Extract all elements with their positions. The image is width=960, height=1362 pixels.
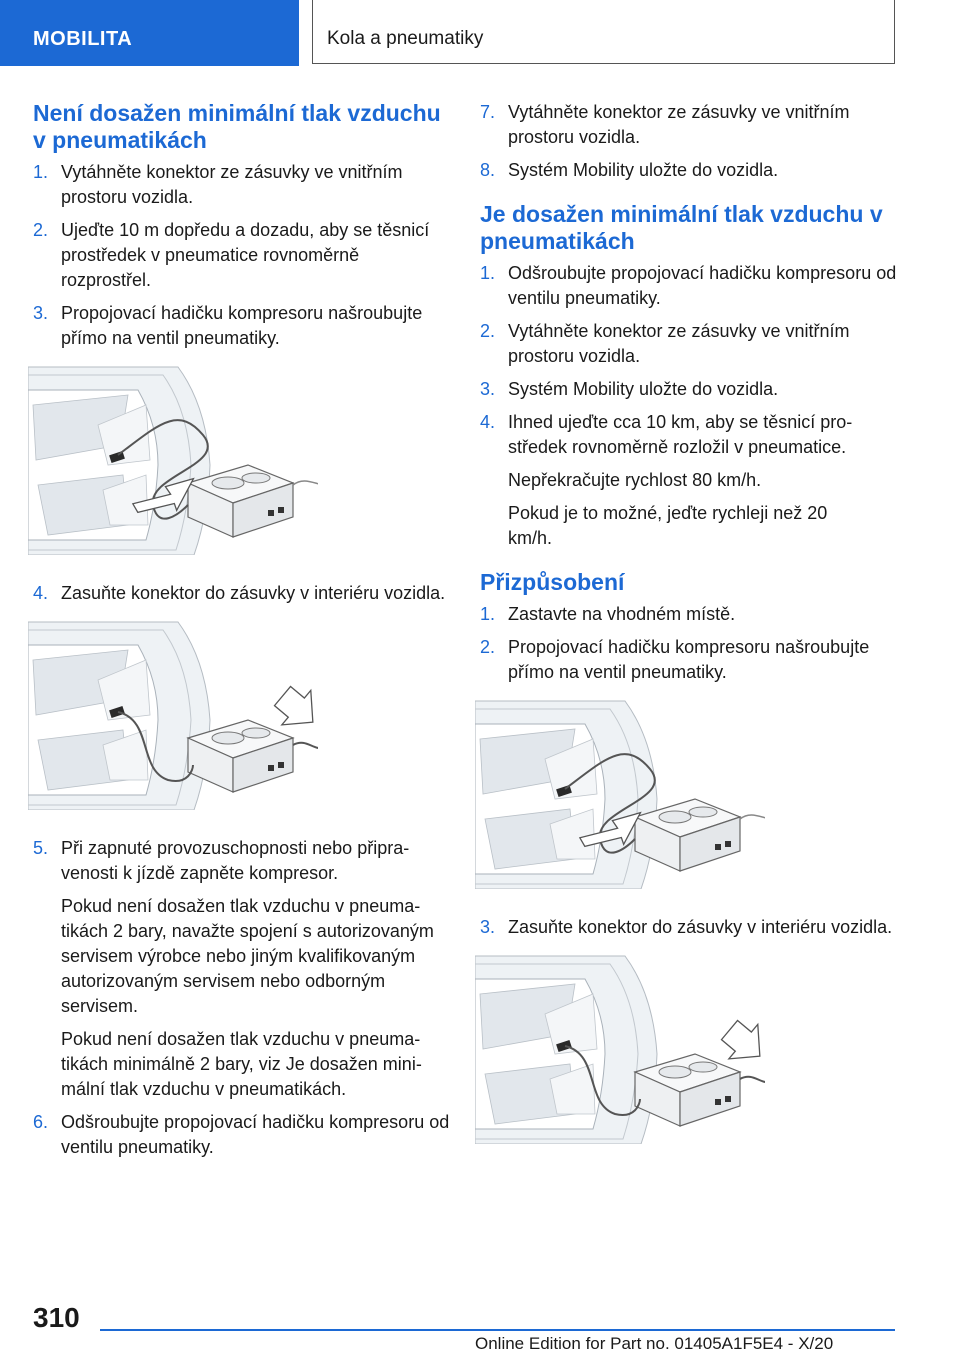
left-step-4 xyxy=(33,581,450,606)
illustration-connector-socket xyxy=(28,620,450,810)
step-text: Odšroubujte propojovací hadičku kompresoru od ventilu pneumatiky. xyxy=(508,263,897,308)
note-paragraph: Pokud není dosažen tlak vzduchu v pneumatikách minimálně 2 bary, viz Je dosažen minimální tlak vzduchu v pneumatikách. xyxy=(61,1029,422,1099)
step-text: Propojovací hadičku kompresoru našroubujte přímo na ventil pneumatiky. xyxy=(508,637,870,682)
step-text: Ihned ujeďte cca 10 km, aby se těsnicí prostředek rovnoměrně rozložil v pneumatice. xyxy=(508,412,853,457)
left-step-5 xyxy=(33,836,450,886)
illustration-connector-socket-2 xyxy=(475,954,900,1144)
reached-step-1 xyxy=(480,261,900,311)
step-text: Při zapnuté provozuschopnosti nebo připravenosti k jízdě zapněte kompresor. xyxy=(61,838,410,883)
left-step-1 xyxy=(33,160,450,210)
step-text: Systém Mobility uložte do vozidla. xyxy=(508,379,779,399)
step-text: Propojovací hadičku kompresoru našroubujte přímo na ventil pneumatiky. xyxy=(61,303,423,348)
adjust-step-1 xyxy=(480,602,900,627)
note-paragraph: Pokud není dosažen tlak vzduchu v pneumatikách 2 bary, navažte spojení s autorizovaným servisem výrobce nebo jiným kvalifikovaným autorizovaným servisem nebo odborným servisem. xyxy=(61,896,434,1016)
step-number: 5. xyxy=(33,838,49,858)
reached-step-3 xyxy=(480,377,900,402)
step-number: 1. xyxy=(33,162,49,182)
step-number: 3. xyxy=(480,917,496,937)
step-text: Vytáhněte konektor ze zásuvky ve vnitřním prostoru vozidla. xyxy=(508,102,850,147)
footer-divider xyxy=(100,1329,895,1331)
page-number: 310 xyxy=(33,1302,80,1333)
illustration-hose-on-valve-2 xyxy=(475,699,900,889)
note-paragraph: Pokud je to možné, jeďte rychleji než 20 km/h. xyxy=(508,503,828,548)
step-text: Vytáhněte konektor ze zásuvky ve vnitřním prostoru vozidla. xyxy=(508,321,850,366)
left-column xyxy=(33,100,450,1168)
reached-step-4 xyxy=(480,410,900,460)
left-step-6 xyxy=(33,1110,450,1160)
footer-edition: Online Edition for Part no. 01405A1F5E4 - X/20 xyxy=(475,1334,834,1353)
step-text: Ujeďte 10 m dopředu a dozadu, aby se těsnicí prostředek v pneumatice rovnoměrně rozprostřel. xyxy=(61,220,430,290)
step-number: 3. xyxy=(33,303,49,323)
step-text: Odšroubujte propojovací hadičku kompresoru od ventilu pneumatiky. xyxy=(61,1112,450,1157)
step-text: Zasuňte konektor do zásuvky v interiéru vozidla. xyxy=(61,583,446,603)
step-number: 1. xyxy=(480,263,496,283)
step-number: 6. xyxy=(33,1112,49,1132)
step-number: 3. xyxy=(480,379,496,399)
right-step-7 xyxy=(480,100,900,150)
step-text: Vytáhněte konektor ze zásuvky ve vnitřním prostoru vozidla. xyxy=(61,162,403,207)
reached-step-2 xyxy=(480,319,900,369)
note-paragraph: Nepřekračujte rychlost 80 km/h. xyxy=(508,470,762,490)
step-number: 2. xyxy=(480,637,496,657)
step-number: 7. xyxy=(480,102,496,122)
step-number: 2. xyxy=(480,321,496,341)
heading-adjustment: Přizpůsobení xyxy=(480,569,625,595)
heading-pressure-reached: Je dosažen minimální tlak vzduchu v pneumatikách xyxy=(480,201,883,254)
step-number: 4. xyxy=(33,583,49,603)
step-text: Systém Mobility uložte do vozidla. xyxy=(508,160,779,180)
adjust-step-3 xyxy=(480,915,900,940)
illustration-hose-on-valve xyxy=(28,365,450,555)
right-step-8 xyxy=(480,158,900,183)
step-text: Zastavte na vhodném místě. xyxy=(508,604,736,624)
section-tab: MOBILITA xyxy=(0,0,299,66)
step-number: 2. xyxy=(33,220,49,240)
step-number: 4. xyxy=(480,412,496,432)
adjust-step-2 xyxy=(480,635,900,685)
step-number: 8. xyxy=(480,160,496,180)
left-step-2 xyxy=(33,218,450,293)
chapter-title: Kola a pneumatiky xyxy=(312,0,895,64)
heading-pressure-not-reached: Není dosažen minimální tlak vzduchu v pneumatikách xyxy=(33,100,441,153)
left-step-3 xyxy=(33,301,450,351)
right-column xyxy=(480,100,900,1170)
step-text: Zasuňte konektor do zásuvky v interiéru vozidla. xyxy=(508,917,893,937)
step-number: 1. xyxy=(480,604,496,624)
